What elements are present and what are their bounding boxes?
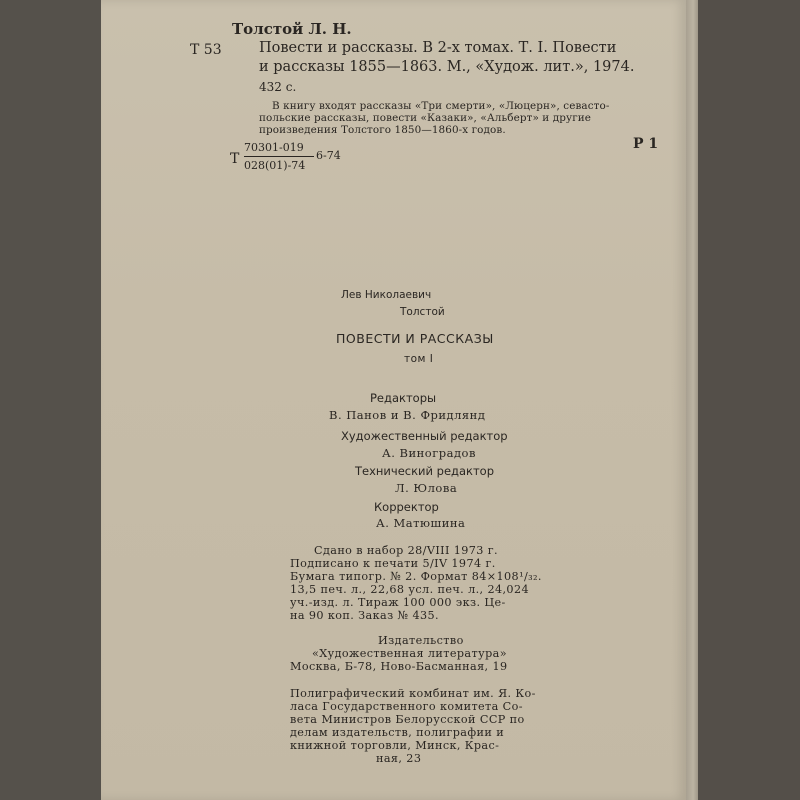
print-detail-line-2: Подписано к печати 5/IV 1974 г. [290, 557, 496, 570]
printer-line-6: ная, 23 [376, 752, 422, 765]
index-letter: Т [230, 151, 240, 167]
printer-line-5: книжной торговли, Минск, Крас- [290, 739, 500, 752]
background [698, 0, 800, 800]
index-denominator: 028(01)-74 [244, 159, 306, 172]
print-detail-line-6: на 90 коп. Заказ № 435. [290, 609, 439, 622]
printer-line-3: вета Министров Белорусской ССР по [290, 713, 525, 726]
credit-name-editors: В. Панов и В. Фридлянд [329, 408, 486, 422]
card-annotation-line-1: В книгу входят рассказы «Три смерти», «Люцерн», севасто- [272, 100, 610, 112]
publisher-line-3: Москва, Б-78, Ново-Басманная, 19 [290, 660, 508, 673]
print-detail-line-3: Бумага типогр. № 2. Формат 84×108¹/₃₂. [290, 570, 542, 583]
publisher-line-1: Издательство [378, 634, 464, 647]
credit-role-proofreader: Корректор [374, 500, 439, 514]
printer-line-2: ласа Государственного комитета Со- [290, 700, 523, 713]
imprint-author-first: Лев Николаевич [341, 289, 432, 301]
print-detail-line-5: уч.-изд. л. Тираж 100 000 экз. Це- [290, 596, 506, 609]
publisher-line-2: «Художественная литература» [312, 647, 507, 660]
credit-name-art-editor: А. Виноградов [382, 446, 476, 460]
printer-line-1: Полиграфический комбинат им. Я. Ко- [290, 687, 536, 700]
imprint-book-title: ПОВЕСТИ И РАССКАЗЫ [336, 331, 494, 346]
index-fraction-line [244, 156, 314, 157]
card-annotation-line-3: произведения Толстого 1850—1860-х годов. [259, 124, 506, 136]
print-detail-line-4: 13,5 печ. л., 22,68 усл. печ. л., 24,024 [290, 583, 529, 596]
credit-role-tech-editor: Технический редактор [355, 464, 494, 478]
card-author: Толстой Л. Н. [232, 20, 352, 38]
card-title-line-1: Повести и рассказы. В 2-х томах. Т. I. Повести [259, 40, 617, 56]
print-detail-line-1: Сдано в набор 28/VIII 1973 г. [314, 544, 498, 557]
credit-role-editors: Редакторы [370, 391, 437, 405]
index-suffix: 6-74 [316, 149, 341, 162]
card-pages: 432 с. [259, 80, 297, 94]
imprint-author-last: Толстой [400, 306, 445, 318]
page-edge [686, 0, 698, 800]
credit-name-tech-editor: Л. Юлова [395, 481, 458, 495]
printer-line-4: делам издательств, полиграфии и [290, 726, 505, 739]
imprint-volume: том I [404, 353, 434, 365]
index-numerator: 70301-019 [244, 141, 304, 154]
card-code: Т 53 [190, 42, 222, 58]
credit-name-proofreader: А. Матюшина [376, 516, 466, 530]
card-classification: Р 1 [633, 136, 659, 152]
card-title-line-2: и рассказы 1855—1863. М., «Худож. лит.», 1974. [259, 59, 635, 75]
card-annotation-line-2: польские рассказы, повести «Казаки», «Альберт» и другие [259, 112, 592, 124]
credit-role-art-editor: Художественный редактор [341, 429, 508, 443]
